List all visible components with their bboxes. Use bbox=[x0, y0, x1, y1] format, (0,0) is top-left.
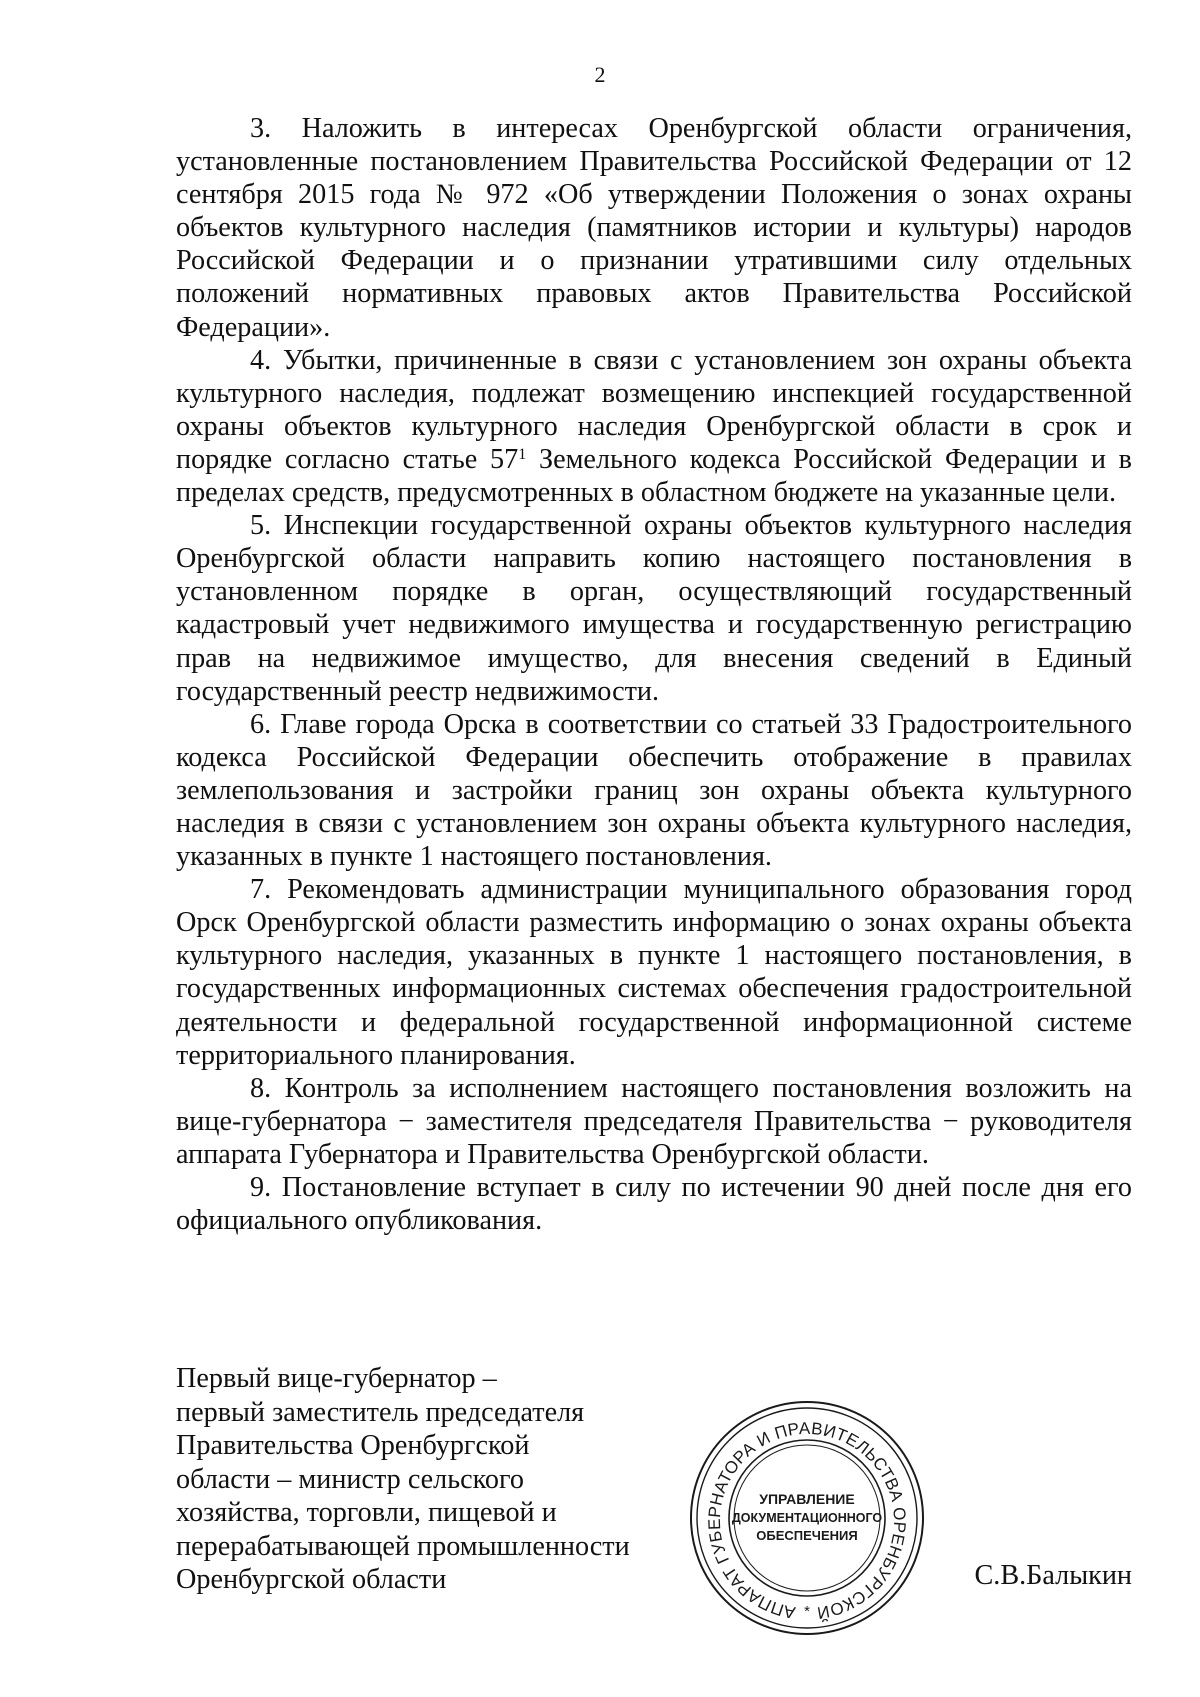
paragraph-4 bbox=[176, 344, 1132, 509]
seal-graphic bbox=[684, 1398, 930, 1638]
signer-line: Правительства Оренбургской bbox=[176, 1430, 530, 1461]
paragraph-5: 5. Инспекции государственной охраны объектов культурного наследия Оренбургской области направить копию настоящего постановления в установленном порядке в орган, осуществляющий государственный кадастровый учет недвижимого имущества и государственную регистрацию прав на недвижимое имущество, для внесения сведений в Единый государственный реестр недвижимости. bbox=[176, 510, 1132, 707]
paragraph-4-rest: Земельного кодекса Российской Федерации и в пределах средств, предусмотренных в областном бюджете на указанные цели. bbox=[176, 443, 1132, 509]
signer-line: первый заместитель председателя bbox=[176, 1396, 585, 1428]
seal-center-line: УПРАВЛЕНИЕ bbox=[759, 1491, 855, 1507]
paragraph-3: 3. Наложить в интересах Оренбургской области ограничения, установленные постановлением Правительства Российской Федерации от 12 сентября 2015 года № 972 «Об утверждении Положения о зонах охраны объектов культурного наследия (памятников истории и культуры) народов Российской Федерации и о признании утратившими силу отдельных положений нормативных правовых актов Правительства Российской Федерации». bbox=[176, 113, 1132, 343]
signer-line: области – министр сельского bbox=[176, 1463, 524, 1495]
signer-position bbox=[176, 1362, 696, 1597]
page-number: 2 bbox=[594, 62, 606, 87]
seal-star: * bbox=[804, 1603, 810, 1620]
signer-line: перерабатывающей промышленности bbox=[176, 1530, 630, 1562]
paragraph-6: 6. Главе города Орска в соответствии со статьей 33 Градостроительного кодекса Российской Федерации обеспечить отображение в правилах землепользования и застройки границ зон охраны объекта культурного наследия в связи с установлением зон охраны объекта культурного наследия, указанных в пункте 1 настоящего постановления. bbox=[176, 708, 1132, 873]
official-seal-stamp bbox=[684, 1398, 930, 1638]
paragraph-7: 7. Рекомендовать администрации муниципального образования город Орск Оренбургской области разместить информацию о зонах охраны объекта культурного наследия, указанных в пункте 1 настоящего постановления, в государственных информационных системах обеспечения градостроительной деятельности и федеральной государственной информационной системе территориального планирования. bbox=[176, 874, 1132, 1071]
paragraph-9: 9. Постановление вступает в силу по истечении 90 дней после дня его официального опубликования. bbox=[176, 1172, 1132, 1237]
signature-name: С.В.Балыкин bbox=[974, 1560, 1132, 1591]
signer-line: Оренбургской области bbox=[176, 1564, 447, 1595]
seal-center-line: ОБЕСПЕЧЕНИЯ bbox=[756, 1528, 858, 1543]
signer-line: Первый вице-губернатор – bbox=[176, 1363, 497, 1394]
paragraph-8: 8. Контроль за исполнением настоящего постановления возложить на вице-губернатора − заместителя председателя Правительства − руководителя аппарата Губернатора и Правительства Оренбургской области. bbox=[176, 1072, 1132, 1170]
paragraph-4-text: 4. Убытки, причиненные в связи с установлением зон охраны объекта культурного наследия, подлежат возмещению инспекцией государственной охраны объектов культурного наследия Оренбургской области в срок и порядке согласно статье 57 bbox=[176, 344, 1132, 475]
document-body bbox=[176, 112, 1132, 1237]
seal-center-line: ДОКУМЕНТАЦИОННОГО bbox=[731, 1511, 883, 1525]
superscript: 1 bbox=[518, 445, 527, 463]
seal-ring-text: АППАРАТ ГУБЕРНАТОРА И ПРАВИТЕЛЬСТВА ОРЕНБУРГСКОЙ bbox=[704, 1418, 910, 1623]
signer-line: хозяйства, торговли, пищевой и bbox=[176, 1497, 557, 1528]
